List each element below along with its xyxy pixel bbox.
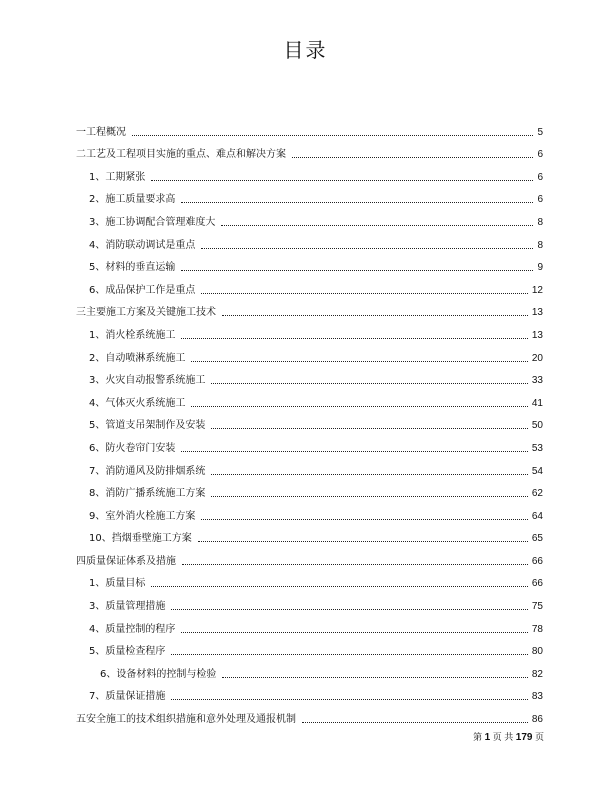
toc-leader: [201, 518, 528, 520]
toc-leader: [151, 179, 533, 181]
toc-entry[interactable]: [76, 297, 543, 320]
toc-entry-text: 3、质量管理措施: [89, 601, 166, 613]
toc-entry-page: 8: [537, 239, 543, 251]
toc-entry-text: 6、成品保护工作是重点: [89, 284, 196, 296]
toc-entry[interactable]: [76, 681, 543, 704]
toc-entry-page: 13: [531, 307, 543, 319]
toc-entry-page: 13: [531, 329, 543, 341]
toc-entry-page: 54: [531, 465, 543, 477]
toc-entry[interactable]: [76, 455, 543, 478]
toc-entry-text: 一工程概况: [76, 126, 126, 138]
toc-leader: [181, 450, 528, 452]
toc-entry-text: 6、设备材料的控制与检验: [100, 668, 217, 680]
toc-entry-text: 1、消火栓系统施工: [89, 329, 176, 341]
toc-entry-text: 1、工期紧张: [89, 171, 146, 183]
toc-entry-text: 5、质量检查程序: [89, 646, 166, 658]
toc-leader: [302, 721, 528, 723]
toc-entry-text: 7、质量保证措施: [89, 691, 166, 703]
toc-entry[interactable]: [76, 703, 543, 726]
toc-leader: [221, 224, 533, 226]
toc-entry-text: 二工艺及工程项目实施的重点、难点和解决方案: [76, 149, 286, 161]
toc-entry[interactable]: [76, 365, 543, 388]
toc-leader: [222, 314, 528, 316]
toc-entry[interactable]: [76, 613, 543, 636]
toc-entry-page: 6: [537, 171, 543, 183]
toc-entry-page: 66: [531, 555, 543, 567]
toc-leader: [182, 563, 528, 565]
toc-leader: [171, 608, 528, 610]
toc-entry-page: 65: [531, 533, 543, 545]
toc-leader: [191, 360, 528, 362]
toc-entry[interactable]: [76, 206, 543, 229]
toc-entry[interactable]: [76, 229, 543, 252]
toc-entry-text: 7、消防通风及防排烟系统: [89, 465, 206, 477]
toc-leader: [181, 269, 533, 271]
toc-entry[interactable]: [76, 478, 543, 501]
toc-entry-page: 78: [531, 623, 543, 635]
toc-entry-text: 3、施工协调配合管理难度大: [89, 216, 216, 228]
toc-entry-text: 4、气体灭火系统施工: [89, 397, 186, 409]
toc-entry-text: 5、管道支吊架制作及安装: [89, 420, 206, 432]
toc-entry-page: 86: [531, 714, 543, 726]
toc-entry[interactable]: [76, 545, 543, 568]
toc-entry[interactable]: [76, 116, 543, 139]
toc-entry-page: 53: [531, 442, 543, 454]
toc-entry-page: 80: [531, 646, 543, 658]
toc-leader: [211, 473, 528, 475]
toc-entry-text: 四质量保证体系及措施: [76, 555, 176, 567]
toc-leader: [211, 382, 528, 384]
toc-leader: [222, 676, 528, 678]
toc-entry[interactable]: [76, 500, 543, 523]
toc-entry-text: 6、防火卷帘门安装: [89, 442, 176, 454]
toc-leader: [201, 247, 533, 249]
toc-entry[interactable]: [76, 410, 543, 433]
footer-middle: 页 共: [492, 732, 514, 742]
toc-entry[interactable]: [76, 387, 543, 410]
toc-entry-page: 6: [537, 194, 543, 206]
toc-leader: [201, 292, 528, 294]
toc-entry-page: 41: [531, 397, 543, 409]
toc-entry-page: 5: [537, 126, 543, 138]
toc-entry[interactable]: [76, 658, 543, 681]
toc-entry-page: 83: [531, 691, 543, 703]
toc-leader: [198, 540, 528, 542]
page-title: 目录: [283, 38, 328, 62]
toc-entry[interactable]: [76, 568, 543, 591]
toc-entry[interactable]: [76, 590, 543, 613]
toc-entry-page: 20: [531, 352, 543, 364]
toc-entry-text: 五安全施工的技术组织措施和意外处理及通报机制: [76, 714, 296, 726]
toc-entry[interactable]: [76, 184, 543, 207]
toc-entry-page: 8: [537, 216, 543, 228]
footer-total-pages: 179: [515, 732, 533, 743]
toc-entry[interactable]: [76, 252, 543, 275]
toc-leader: [292, 156, 533, 158]
toc-entry-text: 4、质量控制的程序: [89, 623, 176, 635]
toc-entry[interactable]: [76, 319, 543, 342]
toc-entry-text: 10、挡烟垂壁施工方案: [89, 533, 192, 545]
toc-entry[interactable]: [76, 274, 543, 297]
toc-entry-page: 12: [531, 284, 543, 296]
toc-entry[interactable]: [76, 636, 543, 659]
toc-entry-text: 2、自动喷淋系统施工: [89, 352, 186, 364]
footer-prefix: 第: [473, 732, 483, 742]
toc-entry[interactable]: [76, 432, 543, 455]
toc-entry-page: 62: [531, 488, 543, 500]
toc-entry[interactable]: [76, 342, 543, 365]
toc-entry-text: 三主要施工方案及关键施工技术: [76, 307, 216, 319]
toc-entry-page: 33: [531, 375, 543, 387]
toc-entry-page: 9: [537, 262, 543, 274]
toc-entry-page: 64: [531, 510, 543, 522]
toc-leader: [181, 337, 528, 339]
table-of-contents: [76, 116, 543, 726]
toc-entry[interactable]: [76, 161, 543, 184]
toc-entry-text: 8、消防广播系统施工方案: [89, 488, 206, 500]
toc-entry[interactable]: [76, 139, 543, 162]
toc-entry-text: 4、消防联动调试是重点: [89, 239, 196, 251]
toc-leader: [171, 698, 528, 700]
page-footer: [473, 730, 544, 743]
toc-entry-page: 50: [531, 420, 543, 432]
toc-leader: [181, 631, 528, 633]
toc-leader: [171, 653, 528, 655]
toc-entry-page: 82: [531, 668, 543, 680]
toc-entry-text: 3、火灾自动报警系统施工: [89, 375, 206, 387]
toc-entry-text: 2、施工质量要求高: [89, 194, 176, 206]
toc-entry-page: 75: [531, 601, 543, 613]
toc-leader: [211, 427, 528, 429]
toc-entry-page: 6: [537, 149, 543, 161]
toc-entry[interactable]: [76, 523, 543, 546]
toc-entry-text: 5、材料的垂直运输: [89, 262, 176, 274]
toc-leader: [181, 201, 533, 203]
footer-suffix: 页: [534, 732, 544, 742]
footer-current-page: 1: [484, 732, 491, 743]
toc-entry-text: 9、室外消火栓施工方案: [89, 510, 196, 522]
toc-leader: [151, 585, 528, 587]
toc-entry-page: 66: [531, 578, 543, 590]
toc-leader: [211, 495, 528, 497]
toc-leader: [132, 134, 533, 136]
toc-leader: [191, 405, 528, 407]
toc-entry-text: 1、质量目标: [89, 578, 146, 590]
